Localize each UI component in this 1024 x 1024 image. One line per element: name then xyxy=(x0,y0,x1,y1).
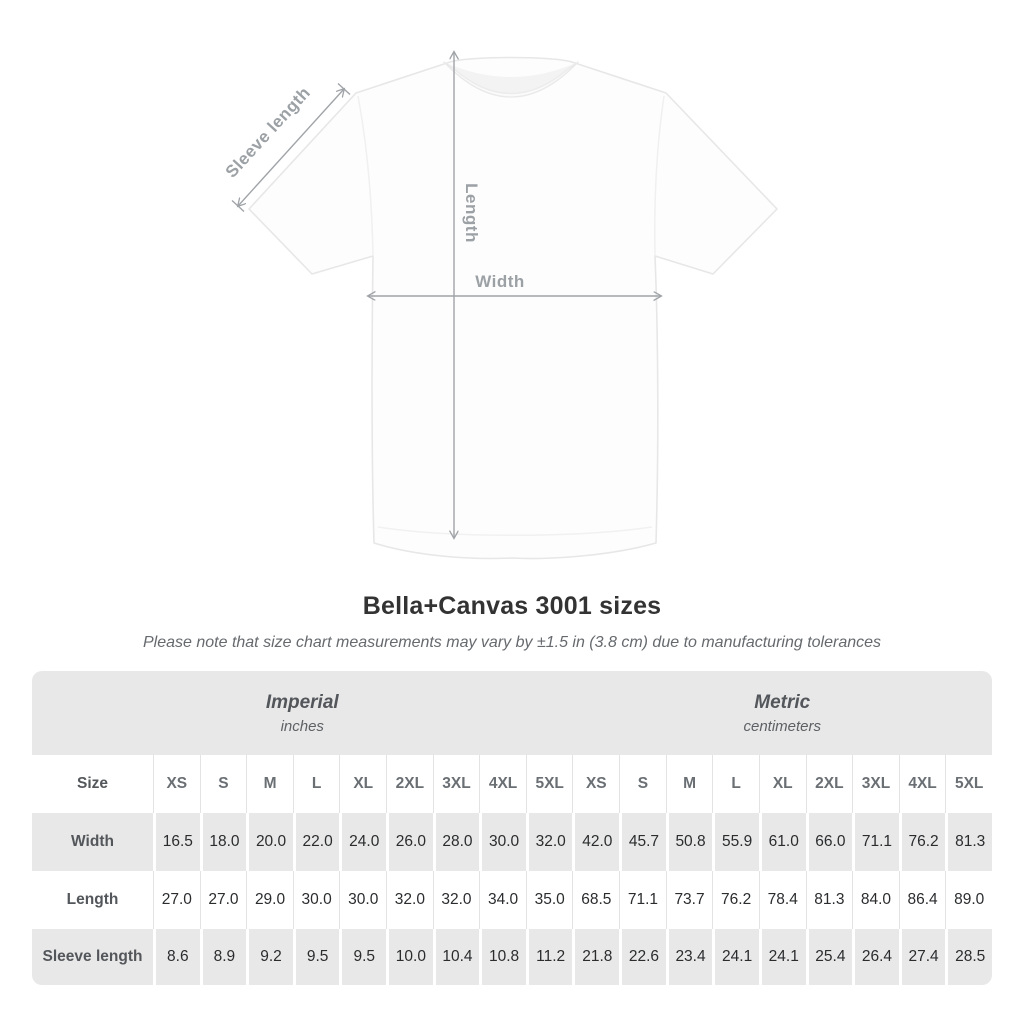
measurement-value: 20.0 xyxy=(246,813,293,871)
tolerance-note: Please note that size chart measurements may vary by ±1.5 in (3.8 cm) due to manufacturing tolerances xyxy=(142,634,882,651)
measurement-value: 55.9 xyxy=(712,813,759,871)
measurement-row-label: Width xyxy=(32,813,153,871)
measurement-value: 73.7 xyxy=(666,871,713,929)
imperial-label: Imperial xyxy=(265,691,339,713)
measurement-value: 9.5 xyxy=(293,929,340,985)
size-column-header: XS xyxy=(572,755,619,813)
measurement-row xyxy=(32,813,992,871)
measurement-value: 34.0 xyxy=(479,871,526,929)
measurement-value: 27.4 xyxy=(899,929,946,985)
measurement-value: 21.8 xyxy=(572,929,619,985)
measurement-value: 22.6 xyxy=(619,929,666,985)
measurement-value: 42.0 xyxy=(572,813,619,871)
measurement-value: 26.4 xyxy=(852,929,899,985)
measurement-value: 78.4 xyxy=(759,871,806,929)
size-column-header: S xyxy=(200,755,247,813)
measurement-value: 68.5 xyxy=(572,871,619,929)
measurement-row-label: Length xyxy=(66,891,119,908)
size-row-label: Size xyxy=(76,775,108,792)
measurement-value: 27.0 xyxy=(200,871,247,929)
measurement-value: 26.0 xyxy=(386,813,433,871)
measurement-value: 71.1 xyxy=(852,813,899,871)
metric-label: Metric xyxy=(754,691,811,713)
measurement-value: 30.0 xyxy=(479,813,526,871)
measurement-value: 24.0 xyxy=(339,813,386,871)
measurement-value: 8.9 xyxy=(200,929,247,985)
page-title: Bella+Canvas 3001 sizes xyxy=(362,592,662,620)
size-column-header: M xyxy=(246,755,293,813)
size-column-header: 3XL xyxy=(433,755,480,813)
measurement-value: 29.0 xyxy=(246,871,293,929)
size-chart-table xyxy=(32,671,992,985)
measurement-value: 61.0 xyxy=(759,813,806,871)
measurement-row xyxy=(32,929,992,985)
imperial-unit-label: inches xyxy=(280,717,324,735)
measurement-value: 45.7 xyxy=(619,813,666,871)
measurement-value: 10.4 xyxy=(433,929,480,985)
size-column-header: 2XL xyxy=(386,755,433,813)
measurement-value: 50.8 xyxy=(666,813,713,871)
size-column-header: S xyxy=(619,755,666,813)
size-column-header: 4XL xyxy=(479,755,526,813)
measurement-value: 84.0 xyxy=(852,871,899,929)
measurement-value: 81.3 xyxy=(945,813,992,871)
size-header-row xyxy=(32,755,992,813)
measurement-value: 71.1 xyxy=(619,871,666,929)
length-label: Length xyxy=(462,183,481,243)
size-column-header: L xyxy=(712,755,759,813)
unit-group-header-row xyxy=(32,671,992,755)
measurement-value: 23.4 xyxy=(666,929,713,985)
measurement-value: 89.0 xyxy=(945,871,992,929)
measurement-value: 35.0 xyxy=(526,871,573,929)
measurement-value: 25.4 xyxy=(806,929,853,985)
measurement-value: 81.3 xyxy=(806,871,853,929)
size-column-header: XS xyxy=(153,755,200,813)
measurement-value: 30.0 xyxy=(293,871,340,929)
measurement-value: 86.4 xyxy=(899,871,946,929)
size-column-header: L xyxy=(293,755,340,813)
measurement-value: 18.0 xyxy=(200,813,247,871)
size-column-header: 5XL xyxy=(526,755,573,813)
measurement-value: 24.1 xyxy=(712,929,759,985)
measurement-row-label: Sleeve length xyxy=(32,929,153,985)
measurement-value: 32.0 xyxy=(526,813,573,871)
imperial-group-header xyxy=(32,671,573,755)
measurement-value: 27.0 xyxy=(153,871,200,929)
measurement-value: 9.5 xyxy=(339,929,386,985)
size-column-header: 5XL xyxy=(945,755,992,813)
measurement-value: 22.0 xyxy=(293,813,340,871)
measurement-value: 28.0 xyxy=(433,813,480,871)
metric-unit-label: centimeters xyxy=(743,717,822,735)
measurement-value: 16.5 xyxy=(153,813,200,871)
size-column-header: 2XL xyxy=(806,755,853,813)
size-column-header: 3XL xyxy=(852,755,899,813)
measurement-value: 11.2 xyxy=(526,929,573,985)
size-column-header: M xyxy=(666,755,713,813)
measurement-value: 32.0 xyxy=(386,871,433,929)
size-column-header: XL xyxy=(339,755,386,813)
measurement-value: 66.0 xyxy=(806,813,853,871)
size-chart-table-body xyxy=(32,755,992,985)
measurement-value: 76.2 xyxy=(899,813,946,871)
size-column-header: XL xyxy=(759,755,806,813)
measurement-value: 76.2 xyxy=(712,871,759,929)
measurement-value: 9.2 xyxy=(246,929,293,985)
size-column-header: 4XL xyxy=(899,755,946,813)
measurement-value: 32.0 xyxy=(433,871,480,929)
metric-group-header xyxy=(573,671,993,755)
measurement-value: 8.6 xyxy=(153,929,200,985)
measurement-value: 24.1 xyxy=(759,929,806,985)
measurement-value: 30.0 xyxy=(339,871,386,929)
measurement-value: 28.5 xyxy=(945,929,992,985)
width-label: Width xyxy=(475,272,525,291)
tshirt-illustration xyxy=(249,58,777,559)
sleeve-length-label: Sleeve length xyxy=(221,83,315,182)
measurement-row xyxy=(32,871,992,929)
measurement-value: 10.0 xyxy=(386,929,433,985)
measurement-value: 10.8 xyxy=(479,929,526,985)
